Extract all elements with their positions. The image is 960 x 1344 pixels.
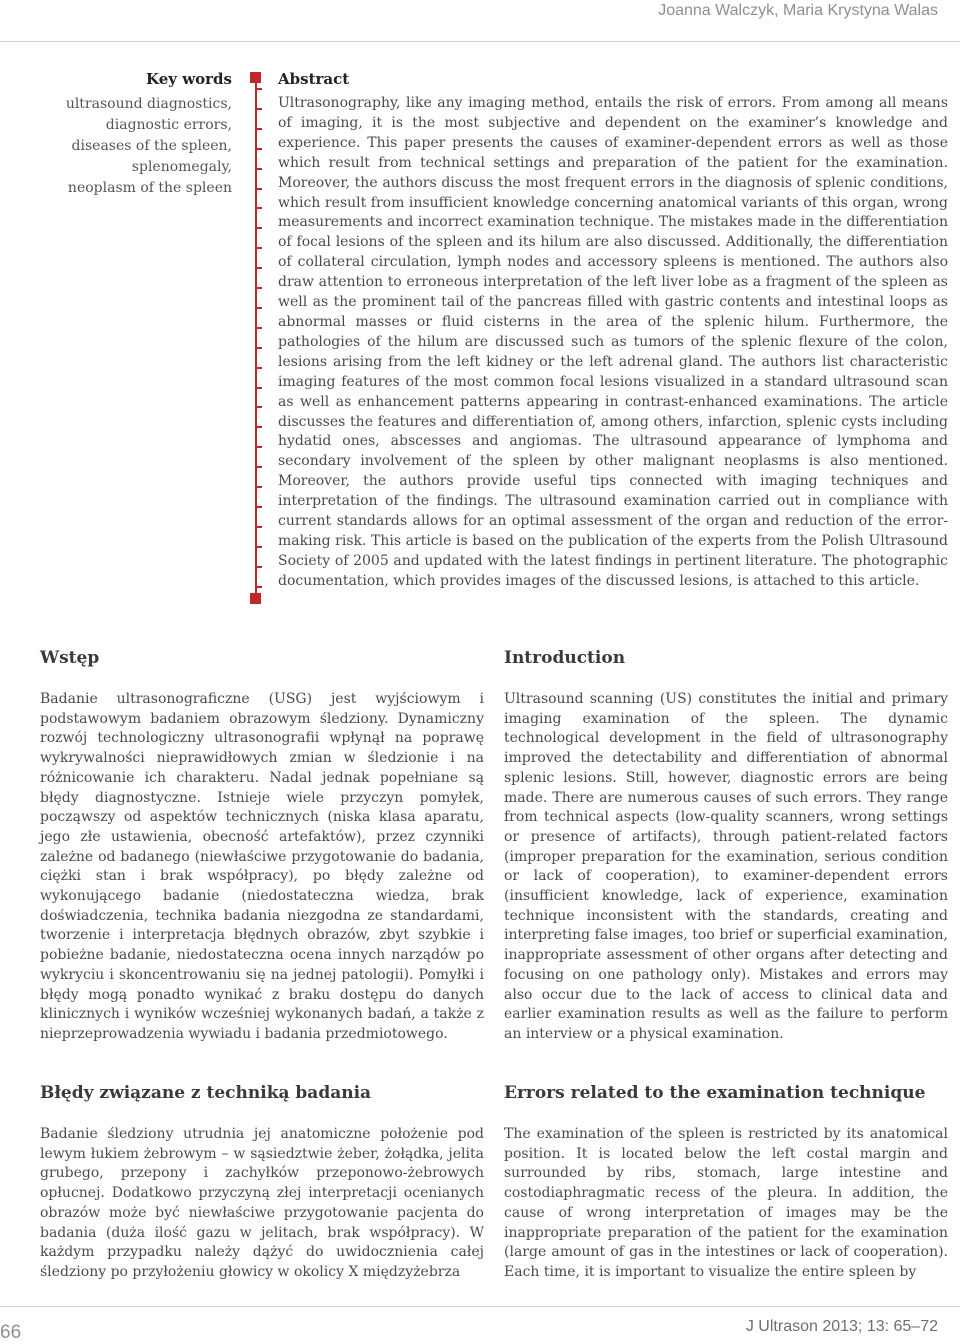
accent-tick (256, 586, 262, 588)
accent-tick (256, 108, 262, 110)
abstract-title: Abstract (278, 70, 350, 88)
accent-tick (256, 446, 262, 448)
accent-tick (256, 526, 262, 528)
section-title-bledy: Błędy związane z techniką badania (40, 1083, 372, 1103)
accent-tick (256, 168, 262, 170)
keyword-item: ultrasound diagnostics, (65, 96, 232, 112)
accent-tick (256, 546, 262, 548)
section-title-introduction: Introduction (504, 648, 626, 668)
accent-tick (256, 88, 262, 90)
accent-tick (256, 267, 262, 269)
accent-tick (256, 387, 262, 389)
accent-tick (256, 486, 262, 488)
accent-tick (256, 406, 262, 408)
header-divider (0, 41, 960, 42)
accent-square-top (250, 72, 261, 83)
accent-tick (256, 506, 262, 508)
keywords-list (40, 94, 232, 199)
accent-tick (256, 287, 262, 289)
accent-tick (256, 307, 262, 309)
running-header-authors: Joanna Walczyk, Maria Krystyna Walas (658, 2, 938, 19)
section-body-introduction: Ultrasound scanning (US) constitutes the initial and primary imaging examination of the spleen. The dynamic technological development in the field of ultrasonography improved the detectability and differentiation of abnormal splenic lesions. Still, however, diagnostic errors are being made. There are numerous causes of such errors. They range from technical aspects (low-quality scanners, wrong settings or presence of artifacts), through patient-related factors (improper preparation for the examination, serious condition or lack of cooperation), to examiner-dependent errors (insufficient knowledge, lack of experience, examination technique inconsistent with the standards, creating and interpreting false images, too brief or superficial examination, inappropriate assessment of other organs after detecting and focusing on one pathology only). Mistakes and errors may also occur due to the lack of access to clinical data and earlier examination results as well as the failure to perform an interview or a physical examination. (504, 691, 948, 1042)
accent-tick (256, 367, 262, 369)
keyword-item: diagnostic errors, (105, 117, 232, 133)
accent-tick (256, 327, 262, 329)
keyword-item: splenomegaly, (131, 159, 232, 175)
accent-tick (256, 148, 262, 150)
section-body-errors: The examination of the spleen is restricted by its anatomical position. It is located below the left costal margin and surrounded by ribs, stomach, large intestine and costodiaphragmatic recess of the pleura. In addition, the cause of wrong interpretation of images may be the inappropriate preparation of the patient for the examination (large amount of gas in the intestines or lack of cooperation). Each time, it is important to visualize the entire spleen by (504, 1126, 948, 1280)
accent-tick (256, 188, 262, 190)
accent-tick (256, 347, 262, 349)
section-title-errors: Errors related to the examination technique (504, 1083, 926, 1103)
page-number: 66 (0, 1322, 22, 1343)
accent-square-bottom (250, 593, 261, 604)
journal-citation: J Ultrason 2013; 13: 65–72 (745, 1318, 938, 1335)
abstract-body: Ultrasonography, like any imaging method, entails the risk of errors. From among all means of imaging, it is the most subjective and dependent on the examiner’s knowledge and experience. This paper presents the causes of examiner-dependent errors as well as those which result from technical settings and preparation of the patient for the examination. Moreover, the authors discuss the most frequent errors in the diagnosis of splenic conditions, which result from insufficient knowledge concerning anatomical variants of this organ, wrong measurements and incorrect examination technique. The mistakes made in the differentiation of focal lesions of the spleen and its hilum are also discussed. Additionally, the differentiation of collateral circulation, lymph nodes and accessory spleens is mentioned. The authors also draw attention to erroneous interpretation of the left liver lobe as a fragment of the spleen as well as the prominent tail of the pancreas filled with gastric contents and intestinal loops as abnormal masses or fluid cisterns in the area of the splenic hilum. Furthermore, the pathologies of the hilum are discussed such as tumors of the splenic flexure of the colon, lesions arising from the left kidney or the left adrenal gland. The authors list characteristic imaging features of the most common focal lesions visualized in a standard ultrasound scan as well as enhancement patterns appearing in contrast-enhanced examinations. The article discusses the features and differentiation of, among others, infarction, splenic cysts including hydatid ones, abscesses and angiomas. The ultrasound appearance of lymphoma and secondary involvement of the spleen by other malignant neoplasms is also mentioned. Moreover, the authors provide useful tips connected with imaging techniques and interpretation of the findings. The ultrasound examination carried out in compliance with current standards allows for an optimal assessment of the organ and reduction of the error-making risk. This article is based on the publication of the experts from the Polish Ultrasound Society of 2005 and updated with the latest findings in pertinent literature. The photographic documentation, which provides images of the discussed lesions, is attached to this article. (278, 95, 948, 589)
keyword-item: diseases of the spleen, (71, 138, 232, 154)
section-body-wstep: Badanie ultrasonograficzne (USG) jest wyjściowym i podstawowym badaniem obrazowym śledziony. Dynamiczny rozwój technologiczny ultrasonografii wpłynął na poprawę wykrywalności nieprawidłowych zmian w śledzionie i na różnicowanie ich charakteru. Nadal jednak popełniane są błędy diagnostyczne. Istnieje wiele przyczyn pomyłek, począwszy od aspektów technicznych (niska klasa aparatu, jego złe ustawienia, obecność artefaktów), przez czynniki zależne od badanego (niewłaściwe przygotowanie do badania, ciężki stan i brak współpracy), po błędy zależne od wykonującego badanie (niedostateczna wiedza, brak doświadczenia, technika badania niezgodna ze standardami, tworzenie i interpretacja błędnych obrazów, zbyt szybkie i pobieżne badanie, niedostateczna ocena innych narządów po wykryciu i skoncentrowaniu się na jednej patologii). Pomyłki i błędy mogą ponadto wynikać z braku dostępu do danych klinicznych i wyników wcześniej wykonanych badań, a także z nieprzeprowadzenia wywiadu i badania przedmiotowego. (40, 691, 484, 1042)
section-body-bledy: Badanie śledziony utrudnia jej anatomiczne położenie pod lewym łukiem żebrowym – w sąsiedztwie żeber, żołądka, jelita grubego, przepony i zachyłków przeponowo-żebrowych opłucnej. Dodatkowo przyczyną złej interpretacji ocenianych obrazów może być niewłaściwe przygotowanie pacjenta do badania (duża ilość gazu w jelitach, brak współpracy). W każdym przypadku należy dążyć do uwidocznienia całej śledziony po przyłożeniu głowicy w okolicy X międzyżebrza (40, 1126, 484, 1280)
footer-divider (0, 1306, 960, 1307)
accent-tick (256, 247, 262, 249)
section-title-wstep: Wstęp (40, 648, 100, 668)
accent-tick (256, 227, 262, 229)
keywords-title: Key words (146, 70, 232, 88)
abstract-accent-bar (255, 80, 257, 602)
keyword-item: neoplasm of the spleen (67, 180, 232, 196)
accent-tick (256, 566, 262, 568)
accent-tick (256, 466, 262, 468)
accent-tick (256, 128, 262, 130)
accent-tick (256, 426, 262, 428)
accent-tick (256, 207, 262, 209)
